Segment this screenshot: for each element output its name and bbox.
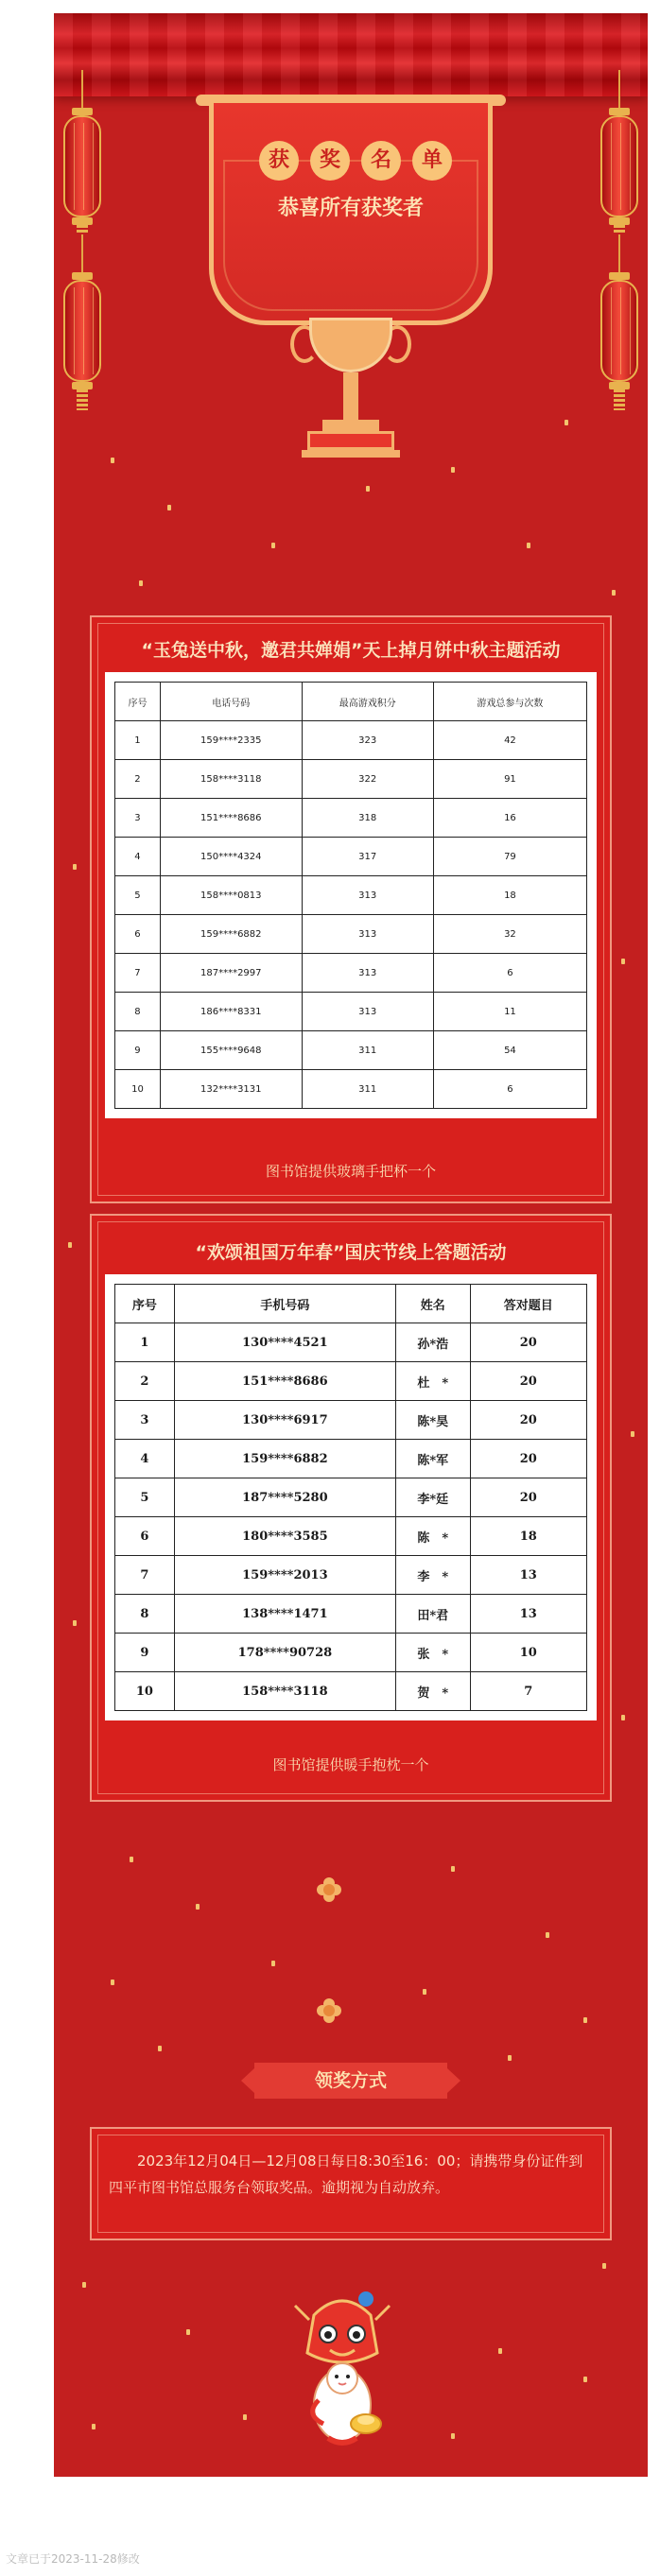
title-char: 获	[259, 141, 299, 181]
table-row	[115, 1672, 587, 1711]
table-cell: 6	[433, 1070, 586, 1109]
table-row	[115, 1323, 587, 1362]
column-header: 电话号码	[160, 683, 302, 721]
trophy-stem	[343, 372, 358, 420]
sparkle-dot	[130, 1857, 133, 1862]
title-char: 名	[361, 141, 401, 181]
award-poster	[54, 13, 648, 2477]
table-cell: 10	[470, 1634, 586, 1672]
table-cell: 田*君	[395, 1595, 470, 1634]
sparkle-dot	[621, 1715, 625, 1720]
table-cell: 6	[115, 915, 161, 954]
column-header: 序号	[115, 683, 161, 721]
table-cell: 孙*浩	[395, 1323, 470, 1362]
table-cell: 2	[115, 1362, 175, 1401]
column-header: 手机号码	[174, 1285, 395, 1323]
sparkle-dot	[73, 1620, 77, 1626]
trophy-base	[307, 431, 394, 450]
table-cell: 张 *	[395, 1634, 470, 1672]
column-header: 序号	[115, 1285, 175, 1323]
table-cell: 317	[302, 838, 433, 876]
sparkle-dot	[583, 2017, 587, 2023]
table-cell: 322	[302, 760, 433, 799]
page-title	[214, 141, 497, 181]
table-cell: 9	[115, 1031, 161, 1070]
table-cell: 7	[115, 1556, 175, 1595]
sparkle-dot	[508, 2055, 512, 2061]
table-cell: 32	[433, 915, 586, 954]
table-cell: 91	[433, 760, 586, 799]
sparkle-dot	[451, 1866, 455, 1872]
activity2-title: “欢颂祖国万年春”国庆节线上答题活动	[195, 1242, 507, 1263]
table-cell: 13	[470, 1595, 586, 1634]
table-cell: 5	[115, 876, 161, 915]
table-cell: 54	[433, 1031, 586, 1070]
table-cell: 20	[470, 1478, 586, 1517]
sparkle-dot	[612, 590, 616, 596]
table-cell: 6	[433, 954, 586, 993]
table-cell: 158****3118	[174, 1672, 395, 1711]
sparkle-dot	[527, 543, 530, 548]
sparkle-dot	[564, 420, 568, 425]
sparkle-dot	[111, 1980, 114, 1985]
flower-icon	[317, 1877, 341, 1902]
table-row	[115, 1031, 587, 1070]
table-row	[115, 1440, 587, 1478]
table-cell: 20	[470, 1323, 586, 1362]
table-header-row	[115, 1285, 587, 1323]
claim-method-box	[90, 2127, 612, 2240]
table-row	[115, 1634, 587, 1672]
table-cell: 159****2013	[174, 1556, 395, 1595]
table-cell: 159****6882	[174, 1440, 395, 1478]
table-cell: 7	[115, 954, 161, 993]
trophy-icon	[209, 98, 493, 325]
table-row	[115, 993, 587, 1031]
claim-method-label: 领奖方式	[254, 2063, 447, 2099]
sparkle-dot	[111, 458, 114, 463]
activity1-title: “玉兔送中秋，邀君共婵娟”天上掉月饼中秋主题活动	[141, 640, 561, 661]
page-subtitle: 恭喜所有获奖者	[277, 197, 424, 220]
sparkle-dot	[451, 2433, 455, 2439]
table-cell: 7	[470, 1672, 586, 1711]
table-row	[115, 1556, 587, 1595]
rabbit-mascot-icon	[271, 2282, 413, 2452]
table-row	[115, 915, 587, 954]
table-cell: 13	[470, 1556, 586, 1595]
sparkle-dot	[621, 959, 625, 964]
table-cell: 187****2997	[160, 954, 302, 993]
curtain-banner	[54, 13, 648, 96]
trophy-cup	[309, 318, 392, 372]
table-cell: 4	[115, 838, 161, 876]
table-cell: 8	[115, 1595, 175, 1634]
table-cell: 318	[302, 799, 433, 838]
sparkle-dot	[366, 486, 370, 492]
table-cell: 20	[470, 1362, 586, 1401]
flower-icon	[317, 1998, 341, 2023]
activity2-panel	[90, 1214, 612, 1802]
table-header-row	[115, 683, 587, 721]
title-char: 奖	[310, 141, 350, 181]
sparkle-dot	[498, 2348, 502, 2354]
table-row	[115, 954, 587, 993]
table-cell: 贺 *	[395, 1672, 470, 1711]
activity1-prize: 图书馆提供玻璃手把杯一个	[265, 1163, 436, 1180]
table-cell: 79	[433, 838, 586, 876]
table-cell: 155****9648	[160, 1031, 302, 1070]
table-cell: 313	[302, 954, 433, 993]
table-cell: 李 *	[395, 1556, 470, 1595]
sparkle-dot	[167, 505, 171, 510]
table-cell: 151****8686	[174, 1362, 395, 1401]
table-cell: 323	[302, 721, 433, 760]
table-cell: 陈*军	[395, 1440, 470, 1478]
sparkle-dot	[186, 2329, 190, 2335]
sparkle-dot	[158, 2046, 162, 2051]
sparkle-dot	[423, 1989, 426, 1995]
sparkle-dot	[451, 467, 455, 473]
table-cell: 138****1471	[174, 1595, 395, 1634]
column-header: 游戏总参与次数	[433, 683, 586, 721]
activity2-prize: 图书馆提供暖手抱枕一个	[272, 1756, 429, 1773]
table-cell: 9	[115, 1634, 175, 1672]
table-row	[115, 1070, 587, 1109]
sparkle-dot	[631, 1431, 634, 1437]
table-cell: 4	[115, 1440, 175, 1478]
table-cell: 5	[115, 1478, 175, 1517]
trophy-base	[302, 450, 400, 458]
table-cell: 313	[302, 993, 433, 1031]
table-cell: 8	[115, 993, 161, 1031]
table-row	[115, 1595, 587, 1634]
table-cell: 1	[115, 1323, 175, 1362]
column-header: 答对题目	[470, 1285, 586, 1323]
table-cell: 158****3118	[160, 760, 302, 799]
sparkle-dot	[602, 2263, 606, 2269]
sparkle-dot	[271, 543, 275, 548]
table-row	[115, 1517, 587, 1556]
table-cell: 313	[302, 915, 433, 954]
table-row	[115, 838, 587, 876]
table-cell: 10	[115, 1070, 161, 1109]
title-char: 单	[412, 141, 452, 181]
table-cell: 李*廷	[395, 1478, 470, 1517]
table-cell: 1	[115, 721, 161, 760]
table-cell: 151****8686	[160, 799, 302, 838]
table-row	[115, 799, 587, 838]
sparkle-dot	[243, 2414, 247, 2420]
table-cell: 313	[302, 876, 433, 915]
activity1-panel	[90, 615, 612, 1203]
sparkle-dot	[196, 1904, 200, 1910]
column-header: 姓名	[395, 1285, 470, 1323]
table-row	[115, 1478, 587, 1517]
table-cell: 11	[433, 993, 586, 1031]
trophy-base	[322, 420, 379, 431]
sparkle-dot	[82, 2282, 86, 2288]
table-cell: 6	[115, 1517, 175, 1556]
table-cell: 16	[433, 799, 586, 838]
table-cell: 陈 *	[395, 1517, 470, 1556]
table-cell: 3	[115, 1401, 175, 1440]
activity1-table-wrap	[105, 672, 597, 1118]
sparkle-dot	[139, 580, 143, 586]
column-header: 最高游戏积分	[302, 683, 433, 721]
table-cell: 陈*昊	[395, 1401, 470, 1440]
table-cell: 186****8331	[160, 993, 302, 1031]
table-cell: 159****2335	[160, 721, 302, 760]
sparkle-dot	[271, 1961, 275, 1966]
lantern-icon	[63, 70, 101, 448]
table-cell: 18	[433, 876, 586, 915]
table-cell: 180****3585	[174, 1517, 395, 1556]
table-row	[115, 721, 587, 760]
table-cell: 311	[302, 1070, 433, 1109]
table-cell: 20	[470, 1401, 586, 1440]
claim-method-text: 2023年12月04日—12月08日每日8:30至16：00；请携带身份证件到四平市图书馆总服务台领取奖品。逾期视为自动放弃。	[109, 2152, 583, 2196]
table-cell: 130****6917	[174, 1401, 395, 1440]
sparkle-dot	[546, 1932, 549, 1938]
activity1-table	[114, 682, 587, 1109]
footer-note: 文章已于2023-11-28修改	[6, 2552, 140, 2566]
table-cell: 10	[115, 1672, 175, 1711]
table-cell: 311	[302, 1031, 433, 1070]
table-row	[115, 876, 587, 915]
sparkle-dot	[583, 2377, 587, 2382]
sparkle-dot	[73, 864, 77, 870]
table-cell: 130****4521	[174, 1323, 395, 1362]
table-row	[115, 1362, 587, 1401]
table-cell: 132****3131	[160, 1070, 302, 1109]
sparkle-dot	[92, 2424, 96, 2429]
lantern-icon	[600, 70, 638, 448]
sparkle-dot	[68, 1242, 72, 1248]
table-cell: 20	[470, 1440, 586, 1478]
table-cell: 2	[115, 760, 161, 799]
table-cell: 150****4324	[160, 838, 302, 876]
table-cell: 3	[115, 799, 161, 838]
table-cell: 158****0813	[160, 876, 302, 915]
table-row	[115, 1401, 587, 1440]
activity2-table	[114, 1284, 587, 1711]
table-cell: 187****5280	[174, 1478, 395, 1517]
table-cell: 杜 *	[395, 1362, 470, 1401]
table-cell: 178****90728	[174, 1634, 395, 1672]
table-row	[115, 760, 587, 799]
table-cell: 42	[433, 721, 586, 760]
activity2-table-wrap	[105, 1274, 597, 1720]
table-cell: 18	[470, 1517, 586, 1556]
table-cell: 159****6882	[160, 915, 302, 954]
